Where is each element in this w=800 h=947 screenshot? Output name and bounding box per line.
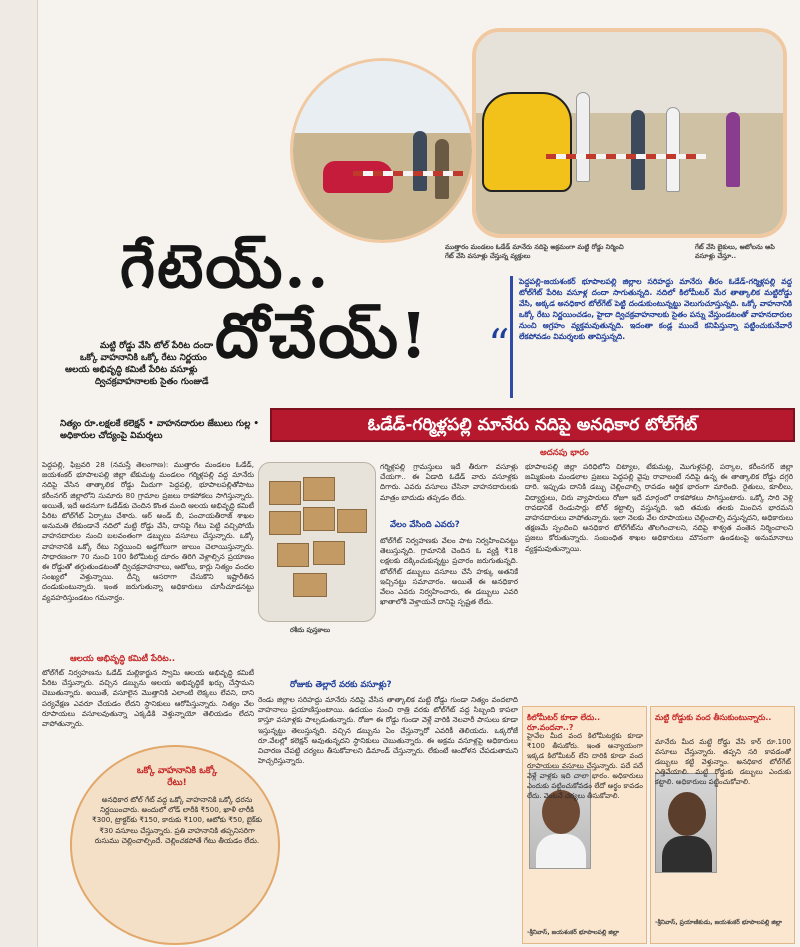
quote-mark: “ [488,320,510,369]
quote-box-left-title: కిలోమీటర్ కూడా లేదు.. రూ.వందనా..? [527,713,601,732]
quote-box-left-body: హైవేల మీద వంద కిలోమీటర్లకు కూడా ₹100 తీసుకోరు. ఇంత అన్యాయంగా ఇక్కడ కిలోమీటర్ లేని దారికి కూడా వంద రూపాయలు వసూలు చేస్తున్నారు. పదే పదే వెళ్లే వాళ్లకు ఇది చాలా భారం. అధికారులు ఎందుకు పట్టించుకోవడం లేదో అర్థం కావడం లేదు. వెంటనే చర్యలు తీసుకోవాలి. [527,732,643,800]
column-2-subheading-2: రోజుకు తెల్లారే వరకు వసూళ్లు? [290,680,392,690]
article-column-2-intro: గర్మిళ్లపల్లి గ్రామస్తులు ఇదే తీరుగా వసూళ్లు చేయగా.. ఈ ఏడాది ఓడేడ్ వారు వసూళ్లకు దిగారు. ఎవరు వసూలు చేసినా వాహనదారులకు మాత్రం బాదుడు తప్పడం లేదు. [380,462,518,502]
article-column-1-part2: టోల్‌గేట్ నిర్వహణను ఓడేడ్ మల్లికార్జున స్వామి ఆలయ అభివృద్ధి కమిటీ పేరిట చేస్తున్నారు. వచ్చిన డబ్బును ఆలయ అభివృద్ధికే ఖర్చు చేస్తామని చెబుతున్నారు. అయితే, వసూలైన మొత్తానికి ఎలాంటి లెక్కలు లేవని, దాని పర్యవేక్షణ ఎవరూ చేయడం లేదని స్థానికులు ఆరోపిస్తున్నారు. నిత్యం వేల రూపాయలు వసూలవుతున్నా ఎక్కడికి వెళ్తున్నాయో తెలియడం లేదని వాపోతున్నారు. [42,668,254,729]
bullet-item: మట్టి రోడ్డు వేసి టోల్ పేరిట దందా [100,341,214,351]
bullet-list [55,340,275,388]
headline-line1: గేటెయ్.. [120,232,331,302]
column-2-subheading-1: వేలం వేసింది ఎవరు? [390,520,460,530]
intro-quote: పెద్దపల్లి-జయశంకర్ భూపాలపల్లి జిల్లాల సరిహద్దు మానేరు తీరం ఓడేడ్-గర్మిళ్లపల్లి వద్ద టోల్‌గేట్ పేరిట వసూళ్ల దందా సాగుతున్నది. నదిలో కిలోమీటర్ మేర తాత్కాలిక మట్టిరోడ్డు వేసి, అక్కడ అనధికార టోల్‌గేట్ పెట్టి దండుకుంటున్నట్టు వెలుగుచూస్తున్నది. ఒక్కో వాహనానికి ఒక్కో రేటు నిర్ణయించడం, హైదా ద్విచక్రవాహనాలకు సైతం పన్ను వేస్తుండటంతో వాహనదారుల నుంచి ఆగ్రహం వ్యక్తమవుతున్నది. ఇదంతా కండ్ల ముందే కనిపిస్తున్నా పట్టించుకునేవారే లేకపోవడం విమర్శలకు తావిస్తున్నది. [510,276,792,398]
adjacent-column [0,0,38,947]
quote-box-left [522,706,647,944]
quote-box-right-title: మట్టి రోడ్డుకు వంద తీసుకుంటున్నారు.. [655,713,772,722]
quote-box-right-body: మానేరు మీద మట్టి రోడ్డు వేసి కార్ రూ.100 వసూలు చేస్తున్నారు. తప్పని సరి కావడంతో డబ్బులు కట్టి వెళ్తున్నాం. అనధికార టోల్‌గేట్ ఎత్తివేయాలి. మట్టి రోడ్డుకు డబ్బులు ఎందుకు కట్టాలి. అధికారులు పట్టించుకోవాలి. [655,738,791,786]
column-1-subheading: ఆలయ అభివృద్ధి కమిటీ పేరిట.. [70,654,176,664]
photo-caption-books: రశీదు పుస్తకాలు [290,626,331,634]
rate-card-body: అనధికార టోల్ గేట్ వద్ద ఒక్కో వాహనానికి ఒక్కో ధరను నిర్ణయించారు. అందులో లోడ్ లారీకి ₹500, ఖాళీ లారీకి ₹300, ట్రాక్టర్‌కు ₹150, కారుకు ₹100, ఆటోకు ₹50, బైక్‌కు ₹30 వసూలు చేస్తున్నారు. ప్రతి వాహనానికి తప్పనిసరిగా రుసుము చెల్లించాల్సిందే. చెల్లించకపోతే గేటు తీయడం లేదు. [92,795,262,845]
quote-box-right [650,706,795,944]
quote-box-left-signature: -శ్రీనివాస్, జయశంకర్ భూపాలపల్లి జిల్లా [527,929,620,936]
sub-headline-banner: ఓడేడ్-గర్మిళ్లపల్లి మానేరు నదిపై అనధికార టోల్‌గేట్ [270,408,795,442]
bullet-item: ఒక్కో వాహనానికి ఒక్కో రేటు నిర్ణయం [80,353,207,363]
photo-caption-right: గేట్ వేసి బైకులు, ఆటోలను ఆపి వసూళ్లు చేస్తూ.. [695,243,775,260]
rate-card-title: ఒక్కో వాహనానికి ఒక్కో రేటు! [136,766,218,788]
article-column-2-part2: రెండు జిల్లాల సరిహద్దు మానేరు నదిపై వేసిన తాత్కాలిక మట్టి రోడ్డు గుండా నిత్యం వందలాది వాహనాలు ప్రయాణిస్తుంటాయి. ఉదయం నుంచి రాత్రి వరకు టోల్‌గేట్ వద్ద సిబ్బంది కాపలా కాస్తూ వసూళ్లకు పాల్పడుతున్నారు. రోజూ ఈ రోడ్డు గుండా వెళ్లే వారికి నెలవారీ పాసులు కూడా ఇస్తున్నట్టు తెలుస్తున్నది. వచ్చిన డబ్బును ఏం చేస్తున్నారో ఎవరికీ తెలియదు. ఒక్కరోజే రూ.వేలల్లో కలెక్షన్ అవుతున్నదని స్థానికులు చెబుతున్నారు. ఈ అక్రమ వసూళ్లపై అధికారులు విచారణ చేపట్టి చర్యలు తీసుకోవాలని డిమాండ్ చేస్తున్నారు. లేకుంటే ఆందోళన చేపడుతామని హెచ్చరిస్తున్నారు. [258,695,518,766]
column-3-subheading: అదనపు భారం [540,448,589,458]
article-column-2-part1: టోల్‌గేట్ నిర్వహణకు వేలం పాట నిర్వహించినట్టు తెలుస్తున్నది. గ్రామానికి చెందిన ఓ వ్యక్తి ₹18 లక్షలకు దక్కించుకున్నట్టు ప్రచారం జరుగుతున్నది. టోల్‌గేట్ డబ్బులు వసూలు చేసే హక్కు అతనికే ఇచ్చినట్టు సమాచారం. అయితే ఈ అనధికార వేలం ఎవరు నిర్వహించారు, ఈ డబ్బులు ఎవరి ఖాతాలోకి వెళ్తాయనే దానిపై స్పష్టత లేదు. [380,536,518,607]
photo-car-at-gate [290,58,475,243]
bullet-item: ఆలయ అభివృద్ధి కమిటీ పేరిట వసూళ్లు [65,365,198,375]
bullet-item: నిత్యం రూ.లక్షలకే కలెక్షన్ • వాహనదారుల జేబులు గుల్ల • అధికారుల చోద్యంపై విమర్శలు [60,419,259,441]
quote-box-right-signature: -శ్రీనివాస్, ప్రయాణికుడు, జయశంకర్ భూపాలపల్లి జిల్లా [655,919,783,926]
photo-auto-at-gate [472,28,787,238]
bullet-item: ద్విచక్రవాహనాలకు సైతం గుంజుడే [95,377,209,387]
article-column-3: భూపాలపల్లి జిల్లా పరిధిలోని చిట్యాల, టేకుమట్ల, మొగుళ్లపల్లి, పర్కాల, కరీంనగర్ జిల్లా జమ్మికుంట మండలాల ప్రజలు పెద్దపల్లి వైపు రావాలంటే నదిపై ఉన్న ఈ తాత్కాలిక రోడ్డు దగ్గరి దారి. ఇప్పుడు దానికి డబ్బు చెల్లించాల్సి రావడం ఆర్థిక భారంగా మారింది. రైతులు, కూలీలు, విద్యార్థులు, చిరు వ్యాపారులు రోజూ ఇదే మార్గంలో రాకపోకలు సాగిస్తుంటారు. ఒక్కో సారి వెళ్లి రావడానికే రెండుసార్లు టోల్ కట్టాల్సి వస్తున్నది. ఇది తమకు తలకు మించిన భారమని వాహనదారులు వాపోతున్నారు. ఇలా నెలకు వేల రూపాయలు చెల్లించాల్సి వస్తున్నదని, అధికారులు తక్షణమే స్పందించి అనధికార టోల్‌గేట్‌ను తొలగించాలని, నదిపై శాశ్వత వంతెన నిర్మించాలని ప్రజలు కోరుతున్నారు. సంబంధిత శాఖల అధికారులు మౌనంగా ఉండటంపై అనుమానాలు వ్యక్తమవుతున్నాయి. [525,462,793,553]
photo-caption-left: ముత్తారం మండలం ఓడేడ్ మానేరు నదిపై అక్రమంగా మట్టి రోడ్డు నిర్మించి గేట్ వేసి వసూళ్లు చేస్తున్న వ్యక్తులు [445,243,624,260]
article-column-1: పెద్దపల్లి, ఫిబ్రవరి 28 (నమస్తే తెలంగాణ): ముత్తారం మండలం ఓడేడ్, జయశంకర్ భూపాలపల్లి జిల్లా టేకుమట్ల మండలం గర్మిళ్లపల్లి వద్ద మానేరు నదిపై వేసిన తాత్కాలిక రోడ్డు మీదుగా పెద్దపల్లి, భూపాలపల్లితోపాటు కరీంనగర్ జిల్లాలోని సుమారు 80 గ్రామాల ప్రజలు రాకపోకలు సాగిస్తున్నారు. అయితే, ఇదే అదనుగా ఓడేడ్‌కు చెందిన కొంత మంది ఆలయ అభివృద్ధి కమిటీ పేరిట టోల్‌గేట్ ఏర్పాటు చేశారు. ఆర్ అండ్ బీ, పంచాయతీరాజ్ శాఖల అనుమతి లేకుండానే నదిలో మట్టి రోడ్డు వేసి, దానిపై గేటు పెట్టి వచ్చిపోయే వాహనదారుల నుంచి బలవంతంగా డబ్బులు వసూలు చేస్తున్నారు. ఒక్కో వాహనానికి ఒక్కో రేటు నిర్ణయించి అడ్డగోలుగా జులుం చెలాయిస్తున్నారు. సాధారణంగా 70 నుంచి 100 కిలోమీటర్ల దూరం తిరిగి వెళ్లాల్సిన ప్రయాణం ఈ రోడ్డుతో తగ్గుతుండటంతో ద్విచక్రవాహనాలు, ఆటోలు, కార్లు నిత్యం వందల సంఖ్యలో వెళ్తున్నాయి. దీన్ని ఆసరాగా చేసుకొని ఇష్టారీతిన దండుకుంటున్నారు. ఇంత జరుగుతున్నా అధికారులు చూసీచూడనట్టు వ్యవహరిస్తుండటం గమనార్హం. [42,460,254,602]
rate-card-circle [70,745,280,945]
headline-line2: దోచేయ్! [215,299,430,372]
